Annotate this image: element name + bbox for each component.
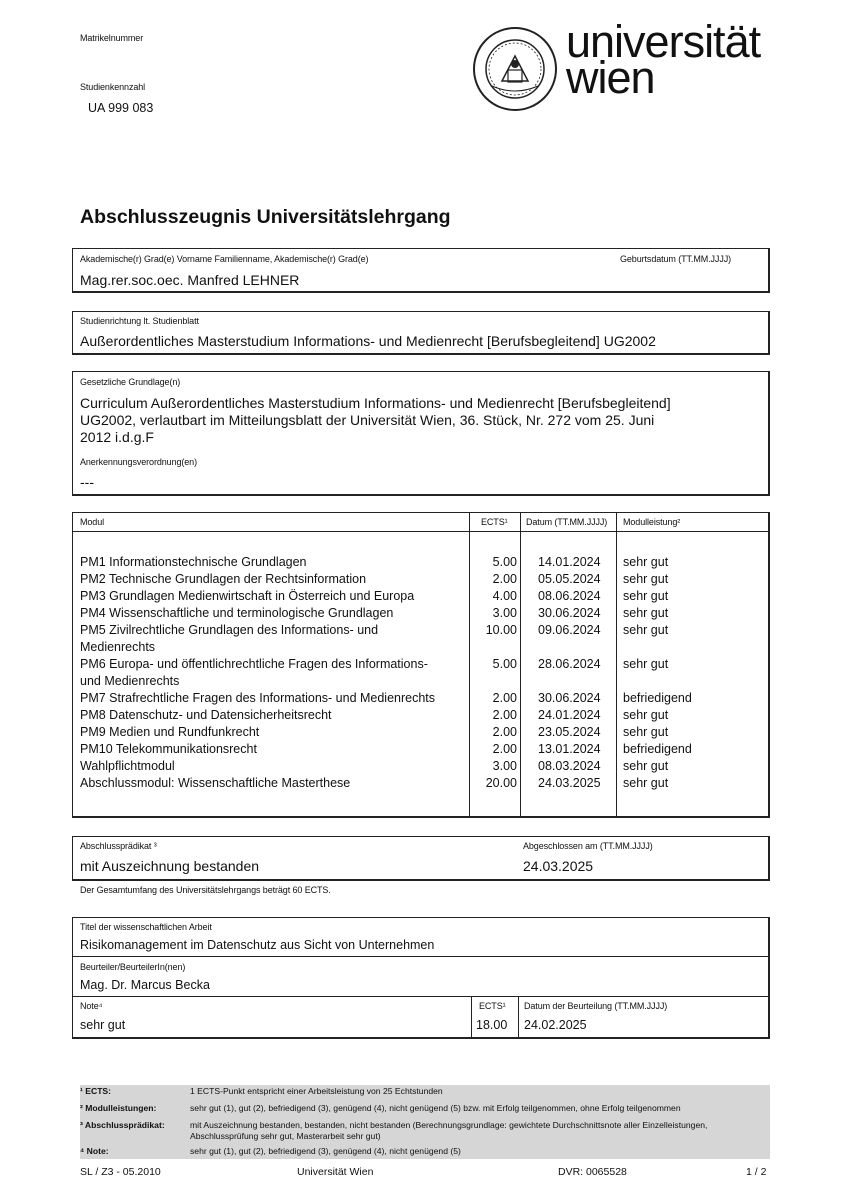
module-name (80, 775, 465, 792)
module-name-line-1: PM10 Telekommunikationsrecht (80, 742, 257, 756)
arbeit-ects-value: 18.00 (476, 1018, 508, 1032)
module-datum: 09.06.2024 (538, 623, 601, 637)
module-name (80, 741, 465, 758)
grundlage-line-2: UG2002, verlautbart im Mitteilungsblatt der Universität Wien, 36. Stück, Nr. 272 vom 25. Juni (80, 412, 655, 428)
footnote-2 (80, 1103, 770, 1114)
module-name (80, 605, 465, 622)
module-name-line-1: PM7 Strafrechtliche Fragen des Informations- und Medienrechts (80, 691, 436, 705)
footer-dvr: DVR: 0065528 (558, 1166, 627, 1178)
abgeschlossen-label: Abgeschlossen am (TT.MM.JJJJ) (523, 841, 653, 851)
abschluss-value: mit Auszeichnung bestanden (80, 858, 260, 874)
footnote-3-text (190, 1120, 770, 1142)
footnote-3-text-line-2: Abschlussprüfung sehr gut, Masterarbeit sehr gut) (190, 1131, 381, 1141)
module-name-line-1: PM2 Technische Grundlagen der Rechtsinformation (80, 572, 367, 586)
footnote-1 (80, 1085, 770, 1097)
abschluss-label: Abschlussprädikat ³ (80, 841, 157, 851)
birthdate-label: Geburtsdatum (TT.MM.JJJJ) (620, 254, 732, 264)
beurteilung-datum-label: Datum der Beurteilung (TT.MM.JJJJ) (524, 1001, 668, 1011)
grundlage-line-3: 2012 i.d.g.F (80, 429, 154, 445)
module-ects: 2.00 (492, 572, 517, 586)
footnote-3 (80, 1120, 770, 1142)
grundlage-line-1: Curriculum Außerordentliches Masterstudium Informations- und Medienrecht [Berufsbegleitend] (80, 395, 671, 411)
footnote-4 (80, 1146, 770, 1159)
module-name (80, 588, 465, 605)
module-name (80, 724, 465, 741)
modules-col-divider-1 (469, 512, 470, 817)
note-value: sehr gut (80, 1018, 126, 1032)
module-datum: 08.03.2024 (538, 759, 601, 773)
module-ects: 2.00 (492, 725, 517, 739)
footnotes (80, 1085, 770, 1159)
module-name-line-1: PM3 Grundlagen Medienwirtschaft in Österreich und Europa (80, 589, 415, 603)
module-datum: 05.05.2024 (538, 572, 601, 586)
footnote-4-key: ⁴ Note: (80, 1146, 109, 1156)
module-name (80, 554, 465, 571)
module-name (80, 690, 465, 707)
module-leistung: sehr gut (623, 657, 669, 671)
grundlage-label: Gesetzliche Grundlage(n) (80, 377, 181, 387)
person-name: Mag.rer.soc.oec. Manfred LEHNER (80, 272, 300, 288)
studienkennzahl-value: UA 999 083 (88, 101, 154, 115)
module-name-line-2: und Medienrechts (80, 674, 180, 688)
module-datum: 23.05.2024 (538, 725, 601, 739)
footnote-2-key: ² Modulleistungen: (80, 1103, 157, 1113)
module-leistung: sehr gut (623, 708, 669, 722)
footnote-1-text: 1 ECTS-Punkt entspricht einer Arbeitsleistung von 25 Echtstunden (190, 1086, 443, 1096)
module-leistung: sehr gut (623, 555, 669, 569)
module-datum: 24.01.2024 (538, 708, 601, 722)
module-name-line-1: PM4 Wissenschaftliche und terminologische Grundlagen (80, 606, 394, 620)
module-ects: 2.00 (492, 742, 517, 756)
module-leistung: befriedigend (623, 691, 692, 705)
arbeit-ects-label: ECTS¹ (479, 1001, 506, 1011)
module-ects: 2.00 (492, 708, 517, 722)
module-ects: 10.00 (485, 623, 517, 637)
module-name (80, 707, 465, 724)
studienkennzahl-label: Studienkennzahl (80, 82, 146, 92)
modules-header-datum: Datum (TT.MM.JJJJ) (526, 517, 608, 527)
module-ects: 3.00 (492, 606, 517, 620)
module-ects: 2.00 (492, 691, 517, 705)
arbeit-title-label: Titel der wissenschaftlichen Arbeit (80, 922, 212, 932)
arbeit-col-divider-2 (518, 996, 519, 1038)
module-datum: 24.03.2025 (538, 776, 601, 790)
module-name-line-1: PM9 Medien und Rundfunkrecht (80, 725, 260, 739)
footnote-2-text: sehr gut (1), gut (2), befriedigend (3), genügend (4), nicht genügend (5) bzw. mit Erfolg teilgenommen, ohne Erfolg teilgenommen (190, 1103, 681, 1113)
beurteiler-value: Mag. Dr. Marcus Becka (80, 978, 210, 992)
module-datum: 13.01.2024 (538, 742, 601, 756)
module-datum: 14.01.2024 (538, 555, 601, 569)
module-ects: 3.00 (492, 759, 517, 773)
matrikel-label: Matrikelnummer (80, 33, 144, 43)
logo-line-1: universität (566, 16, 761, 67)
module-name-line-2: Medienrechts (80, 640, 156, 654)
module-leistung: sehr gut (623, 725, 669, 739)
footnote-1-key: ¹ ECTS: (80, 1086, 112, 1096)
module-leistung: sehr gut (623, 572, 669, 586)
module-datum: 28.06.2024 (538, 657, 601, 671)
studienrichtung-value: Außerordentliches Masterstudium Informations- und Medienrecht [Berufsbegleitend] UG2002 (80, 333, 656, 349)
module-name (80, 758, 465, 775)
footer-form-code: SL / Z3 - 05.2010 (80, 1166, 161, 1178)
person-label: Akademische(r) Grad(e) Vorname Familienname, Akademische(r) Grad(e) (80, 254, 369, 264)
studienrichtung-label: Studienrichtung lt. Studienblatt (80, 316, 199, 326)
module-ects: 4.00 (492, 589, 517, 603)
module-leistung: befriedigend (623, 742, 692, 756)
university-seal-icon (472, 26, 558, 112)
module-leistung: sehr gut (623, 589, 669, 603)
footer-university: Universität Wien (297, 1166, 374, 1178)
logo-line-2: wien (566, 52, 655, 103)
footnote-4-text: sehr gut (1), gut (2), befriedigend (3), genügend (4), nicht genügend (5) (190, 1146, 461, 1156)
module-ects: 5.00 (492, 657, 517, 671)
logo-wordmark (566, 16, 761, 103)
module-ects: 5.00 (492, 555, 517, 569)
arbeit-title-value: Risikomanagement im Datenschutz aus Sicht von Unternehmen (80, 938, 435, 952)
footnote-3-text-line-1: mit Auszeichnung bestanden, bestanden, nicht bestanden (Berechnungsgrundlage: gewichtete Durchschnittsnote aller Einzelleistungen, (190, 1120, 708, 1130)
module-name-line-1: PM6 Europa- und öffentlichrechtliche Fragen des Informations- (80, 657, 428, 671)
beurteilung-datum-value: 24.02.2025 (524, 1018, 587, 1032)
footer-page: 1 / 2 (746, 1166, 767, 1178)
modules-header-ects: ECTS¹ (481, 517, 508, 527)
modules-col-divider-2 (520, 512, 521, 817)
module-name (80, 656, 465, 690)
arbeit-divider-2 (72, 996, 769, 997)
module-datum: 30.06.2024 (538, 606, 601, 620)
note-label: Note⁴ (80, 1001, 103, 1011)
anerkennung-value: --- (80, 474, 94, 490)
module-name-line-1: PM8 Datenschutz- und Datensicherheitsrecht (80, 708, 332, 722)
module-name-line-1: Abschlussmodul: Wissenschaftliche Masterthese (80, 776, 351, 790)
module-leistung: sehr gut (623, 759, 669, 773)
grundlage-text (80, 395, 671, 446)
arbeit-divider-1 (72, 956, 769, 957)
abgeschlossen-value: 24.03.2025 (523, 858, 594, 874)
module-leistung: sehr gut (623, 606, 669, 620)
modules-col-divider-3 (616, 512, 617, 817)
anerkennung-label: Anerkennungsverordnung(en) (80, 457, 197, 467)
modules-header-leistung: Modulleistung² (623, 517, 681, 527)
module-name-line-1: Wahlpflichtmodul (80, 759, 175, 773)
modules-header-divider (72, 531, 769, 532)
module-datum: 30.06.2024 (538, 691, 601, 705)
gesamtumfang-note: Der Gesamtumfang des Universitätslehrgangs beträgt 60 ECTS. (80, 885, 331, 895)
beurteiler-label: Beurteiler/BeurteilerIn(nen) (80, 962, 186, 972)
module-leistung: sehr gut (623, 776, 669, 790)
module-name (80, 622, 465, 656)
module-datum: 08.06.2024 (538, 589, 601, 603)
module-leistung: sehr gut (623, 623, 669, 637)
module-ects: 20.00 (485, 776, 517, 790)
module-name (80, 571, 465, 588)
module-name-line-1: PM5 Zivilrechtliche Grundlagen des Informations- und (80, 623, 379, 637)
footnote-3-key: ³ Abschlussprädikat: (80, 1120, 165, 1130)
modules-header-modul: Modul (80, 517, 105, 527)
document-title: Abschlusszeugnis Universitätslehrgang (80, 206, 451, 228)
arbeit-col-divider-1 (471, 996, 472, 1038)
module-name-line-1: PM1 Informationstechnische Grundlagen (80, 555, 307, 569)
